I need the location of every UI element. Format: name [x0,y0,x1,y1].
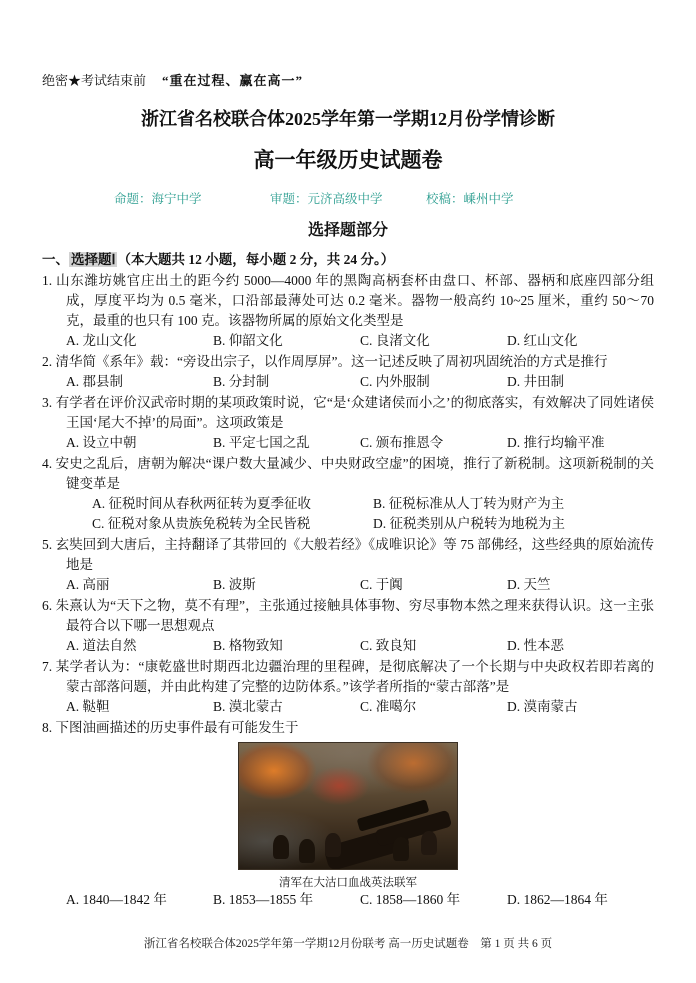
part-heading-highlight: 选择题Ⅰ [71,252,116,267]
credits-row [42,189,654,207]
option-c: C. 致良知 [360,638,417,653]
question-8 [42,718,654,910]
option-a: A. 鞑靼 [66,699,110,714]
option-c: C. 征税对象从贵族免税转为全民皆税 [92,516,311,531]
question-stem: 4. 安史之乱后，唐朝为解决“课户数大量减少、中央财政空虚”的困境，推行了新税制。这项新税制的关键变革是 [42,456,654,491]
question-stem: 3. 有学者在评价汉武帝时期的某项政策时说，它“是‘众建诸侯而小之’的彻底落实，有效解决了同姓诸侯王国‘尾大不掉’的局面”。这项政策是 [42,395,654,430]
secret-label: 绝密★考试结束前 [42,73,147,88]
options-row [42,636,654,656]
credit-setter: 命题：海宁中学 [114,192,202,206]
option-a: A. 郡县制 [66,374,123,389]
options-row [42,575,654,595]
secret-header [42,72,654,90]
option-b: B. 漠北蒙古 [213,699,283,714]
question-figure [42,742,654,890]
option-d: D. 征税类别从户税转为地税为主 [373,516,565,531]
option-c: C. 颁布推恩令 [360,435,444,450]
question-stem: 8. 下图油画描述的历史事件最有可能发生于 [42,720,299,735]
option-d: D. 漠南蒙古 [507,699,578,714]
question-stem: 1. 山东潍坊姚官庄出土的距今约 5000—4000 年的黑陶高柄套杯由盘口、杯部、器柄和底座四部分组成，厚度平均为 0.5 毫米，口沿部最薄处可达 0.2 毫米。器物一般高约 10~25 厘米，重约 50～70 克，最重的也只有 100 克。该器物所属的原始文化类型是 [42,273,654,328]
question-6 [42,596,654,656]
credit-proofreader: 校稿：嵊州中学 [426,192,514,206]
question-stem: 7. 某学者认为：“康乾盛世时期西北边疆治理的里程碑，是彻底解决了一个长期与中央政权若即若离的蒙古部落问题，并由此构建了完整的边防体系。”该学者所指的“蒙古部落”是 [42,659,654,694]
options-row [42,331,654,351]
option-a: A. 设立中朝 [66,435,137,450]
question-4 [42,454,654,534]
option-a: A. 龙山文化 [66,333,137,348]
question-1 [42,271,654,351]
oil-painting-image [238,742,458,870]
option-b: B. 波斯 [213,577,256,592]
question-stem: 2. 清华简《系年》载：“旁设出宗子，以作周厚屏”。这一记述反映了周初巩固统治的方式是推行 [42,354,608,369]
exam-subtitle: 高一年级历史试题卷 [253,148,443,172]
option-c: C. 准噶尔 [360,699,417,714]
question-7 [42,657,654,717]
question-stem: 6. 朱熹认为“天下之物，莫不有理”，主张通过接触具体事物、穷尽事物本然之理来获得认识。这一主张最符合以下哪一思想观点 [42,598,654,633]
part-heading [42,250,654,270]
painting-caption: 清军在大沽口血战英法联军 [279,877,417,889]
motto-text: “重在过程、赢在高一” [162,73,304,88]
option-a: A. 高丽 [66,577,110,592]
option-c: C. 1858—1860 年 [360,892,461,907]
option-b: B. 征税标准从人丁转为财产为主 [373,496,565,511]
option-a: A. 1840—1842 年 [66,892,167,907]
option-b: B. 分封制 [213,374,270,389]
options-row [42,697,654,717]
options-row [42,372,654,392]
option-b: B. 格物致知 [213,638,283,653]
option-d: D. 天竺 [507,577,551,592]
option-d: D. 1862—1864 年 [507,892,608,907]
option-d: D. 井田制 [507,374,564,389]
part-heading-suffix: （本大题共 12 小题，每小题 2 分，共 24 分。） [117,252,395,267]
exam-title: 浙江省名校联合体2025学年第一学期12月份学情诊断 [141,109,555,129]
option-d: D. 性本恶 [507,638,564,653]
option-c: C. 内外服制 [360,374,430,389]
question-2 [42,352,654,392]
credit-reviewer: 审题：元济高级中学 [270,192,383,206]
part-heading-prefix: 一、 [42,252,69,267]
option-b: B. 1853—1855 年 [213,892,314,907]
option-d: D. 推行均输平准 [507,435,605,450]
options-grid [42,494,654,534]
question-5 [42,535,654,595]
question-stem: 5. 玄奘回到大唐后，主持翻译了其带回的《大般若经》《成唯识论》等 75 部佛经，这些经典的原始流传地是 [42,537,654,572]
page-footer: 浙江省名校联合体2025学年第一学期12月份联考 高一历史试题卷 第 1 页 共 6 页 [143,938,553,950]
options-row [42,433,654,453]
option-c: C. 于阗 [360,577,403,592]
section-title: 选择题部分 [307,222,388,239]
option-d: D. 红山文化 [507,333,578,348]
option-a: A. 征税时间从春秋两征转为夏季征收 [92,496,311,511]
option-b: B. 平定七国之乱 [213,435,310,450]
question-3 [42,393,654,453]
option-a: A. 道法自然 [66,638,137,653]
option-c: C. 良渚文化 [360,333,430,348]
option-b: B. 仰韶文化 [213,333,283,348]
options-row [42,890,654,910]
